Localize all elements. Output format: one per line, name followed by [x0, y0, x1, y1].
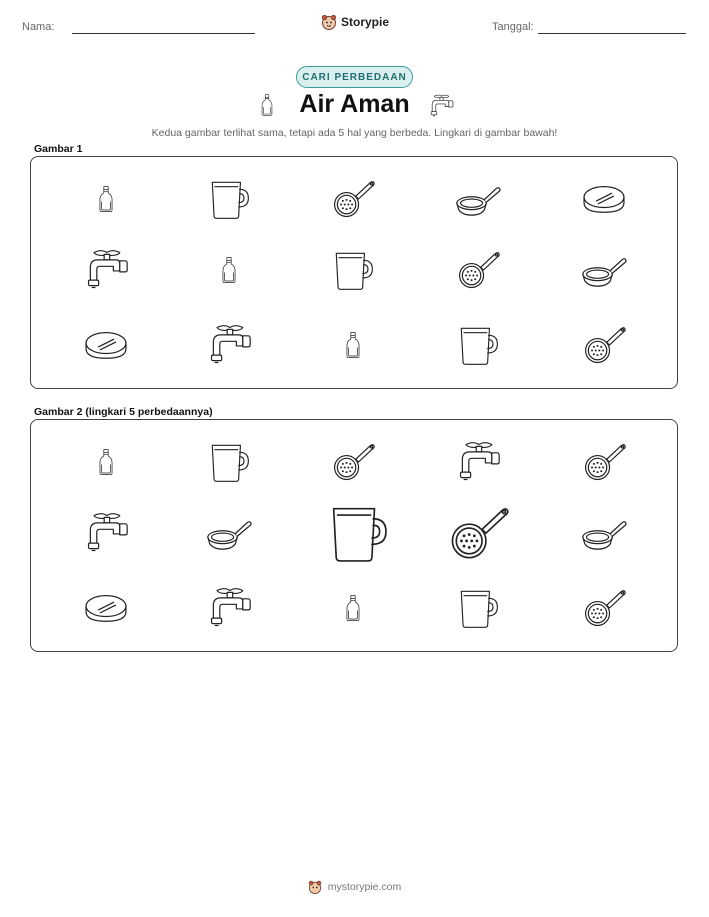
storypie-mascot-icon — [308, 880, 322, 894]
pan-icon[interactable] — [581, 515, 627, 552]
tablet-icon — [82, 326, 130, 364]
strainer-icon[interactable] — [581, 439, 627, 485]
name-label: Nama: — [22, 21, 55, 33]
bottle-icon — [95, 176, 117, 222]
mug-icon — [456, 323, 500, 367]
bottle-icon[interactable] — [95, 439, 117, 485]
faucet-icon — [428, 93, 454, 119]
bottle-icon[interactable] — [342, 585, 364, 631]
faucet-icon[interactable] — [455, 439, 501, 485]
page-title: Air Aman — [299, 90, 410, 118]
faucet-icon[interactable] — [206, 585, 252, 631]
brand-name: Storypie — [341, 15, 390, 29]
strainer-icon — [330, 176, 376, 222]
date-field-line[interactable] — [538, 33, 686, 34]
pan-icon — [455, 181, 501, 218]
strainer-icon[interactable] — [581, 585, 627, 631]
storypie-mascot-icon — [321, 14, 337, 30]
mug-icon[interactable] — [326, 501, 390, 565]
picture1-panel — [30, 156, 678, 389]
footer — [0, 880, 709, 894]
picture2-label: Gambar 2 (lingkari 5 perbedaannya) — [34, 406, 213, 418]
footer-url: mystorypie.com — [327, 881, 402, 893]
bottle-icon — [218, 247, 240, 293]
bottle-icon — [342, 322, 364, 368]
faucet-icon — [206, 322, 252, 368]
brand-logo — [321, 14, 389, 30]
mug-icon[interactable] — [207, 440, 251, 484]
mug-icon[interactable] — [456, 586, 500, 630]
pan-icon — [581, 252, 627, 289]
name-field-line[interactable] — [72, 33, 255, 34]
picture2-panel[interactable] — [30, 419, 678, 652]
mug-icon — [207, 177, 251, 221]
activity-badge: CARI PERBEDAAN — [296, 66, 413, 88]
mug-icon — [331, 248, 375, 292]
strainer-icon — [581, 322, 627, 368]
strainer-icon — [455, 247, 501, 293]
faucet-icon — [83, 247, 129, 293]
picture1-label: Gambar 1 — [34, 143, 83, 155]
tablet-icon — [580, 180, 628, 218]
date-label: Tanggal: — [492, 21, 534, 33]
faucet-icon[interactable] — [83, 510, 129, 556]
tablet-icon[interactable] — [82, 589, 130, 627]
instructions: Kedua gambar terlihat sama, tetapi ada 5 hal yang berbeda. Lingkari di gambar bawah! — [151, 127, 558, 139]
strainer-icon[interactable] — [446, 501, 510, 565]
pan-icon[interactable] — [206, 515, 252, 552]
strainer-icon[interactable] — [330, 439, 376, 485]
